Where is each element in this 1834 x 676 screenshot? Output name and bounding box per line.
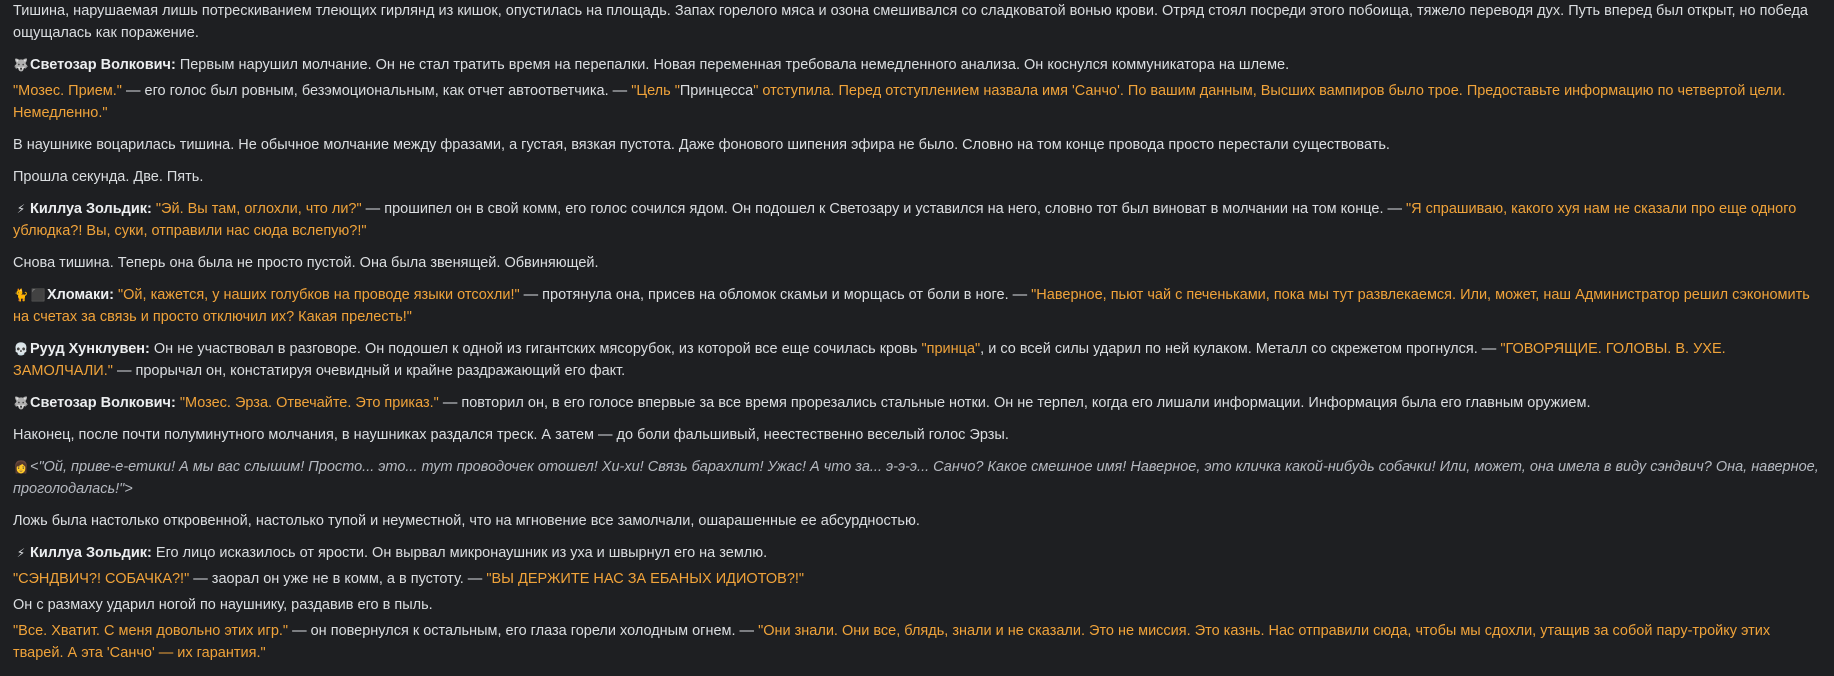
message-paragraph [13, 510, 1822, 532]
narration-text: Наконец, после почти полуминутного молчания, в наушниках раздался треск. А затем — до боли фальшивый, неестественно веселый голос Эрзы. [13, 427, 1009, 443]
dialogue-quote: "СЭНДВИЧ?! СОБАЧКА?!" [13, 571, 190, 587]
message-paragraph [13, 166, 1822, 188]
dialogue-quote: "Мозес. Эрза. Отвечайте. Это приказ." [179, 395, 439, 411]
narration-text: Снова тишина. Теперь она была не просто пустой. Она была звенящей. Обвиняющей. [13, 255, 599, 271]
dialogue-quote: "Цель " [631, 83, 680, 99]
message-paragraph [13, 424, 1822, 446]
narration-text: Ложь была настолько откровенной, настолько тупой и неуместной, что на мгновение все замолчали, ошарашенные ее абсурдностью. [13, 513, 920, 529]
message-paragraph [13, 80, 1822, 124]
narration-text: — прорычал он, констатируя очевидный и крайне раздражающий его факт. [112, 363, 626, 379]
message-paragraph [13, 620, 1822, 664]
message-paragraph [13, 134, 1822, 156]
message-paragraph [13, 54, 1822, 76]
narration-text: Тишина, нарушаемая лишь потрескиванием тлеющих гирлянд из кишок, опустилась на площадь. Запах горелого мяса и озона смешивался со сладковатой вонью крови. Отряд стоял посреди этого побоища, тяжело переводя дух. Путь вперед был открыт, но победа ощущалась как поражение. [13, 3, 1812, 41]
message-paragraph [13, 284, 1822, 328]
narration-text: В наушнике воцарилась тишина. Не обычное молчание между фразами, а густая, вязкая пустота. Даже фонового шипения эфира не было. Словно на том конце провода просто перестали существовать. [13, 137, 1390, 153]
radio-transmission: <"Ой, приве-е-етики! А мы вас слышим! Просто... это... тут проводочек отошел! Хи-хи! Связь барахлит! Ужас! А что за... э-э-э... Санчо? Какое смешное имя! Наверное, это кличка какой-нибудь собачки! Или, может, она имела в виду сэндвич? Она, наверное, проголодалась!"> [13, 459, 1823, 497]
narration-text: — прошипел он в свой комм, его голос сочился ядом. Он подошел к Светозару и уставился на него, словно тот был виноват в молчании на том конце. — [361, 201, 1407, 217]
speaker-name: Светозар Волкович: [30, 395, 176, 411]
dialogue-quote: "Эй. Вы там, оглохли, что ли?" [155, 201, 362, 217]
message-paragraph [13, 456, 1822, 500]
narration-text: — повторил он, в его голосе впервые за все время прорезались стальные нотки. Он не терпел, когда его лишали информации. Информация была его главным оружием. [438, 395, 1591, 411]
narration-text: Он с размаху ударил ногой по наушнику, раздавив его в пыль. [13, 597, 433, 613]
narration-text: Первым нарушил молчание. Он не стал тратить время на перепалки. Новая переменная требовала немедленного анализа. Он коснулся коммуникатора на шлеме. [175, 57, 1290, 73]
narration-text: — он повернулся к остальным, его глаза горели холодным огнем. — [288, 623, 759, 639]
dialogue-quote: "Наверное, пьют чай с печеньками, пока мы тут развлекаемся. Или, может, наш Администратор решил сэкономить на счетах за связь и просто отключил их? Какая прелесть!" [13, 287, 1814, 325]
skull-icon: 💀 [13, 342, 29, 356]
dialogue-quote: "принца" [921, 341, 981, 357]
speaker-name: Рууд Хунклувен: [30, 341, 150, 357]
narration-text: — заорал он уже не в комм, а в пустоту. — [189, 571, 487, 587]
narration-text: — протянула она, присев на обломок скамьи и морщась от боли в ноге. — [519, 287, 1032, 303]
narration-text: Прошла секунда. Две. Пять. [13, 169, 204, 185]
narration-text: , и со всей силы ударил по ней кулаком. Металл со скрежетом прогнулся. — [980, 341, 1501, 357]
dialogue-quote: "ВЫ ДЕРЖИТЕ НАС ЗА ЕБАНЫХ ИДИОТОВ?!" [486, 571, 805, 587]
message-paragraph [13, 198, 1822, 242]
narration-text: Принцесса [679, 83, 754, 99]
message-paragraph [13, 338, 1822, 382]
wolf-icon: 🐺 [13, 396, 29, 410]
woman-icon: 👩 [13, 460, 29, 474]
wolf-icon: 🐺 [13, 58, 29, 72]
dialogue-quote: "Все. Хватит. С меня довольно этих игр." [13, 623, 289, 639]
speaker-name: Киллуа Зольдик: [30, 545, 152, 561]
narration-text: Он не участвовал в разговоре. Он подошел к одной из гигантских мясорубок, из которой все еще сочилась кровь [149, 341, 922, 357]
dialogue-quote: "Они знали. Они все, блядь, знали и не сказали. Это не миссия. Это казнь. Нас отправили сюда, чтобы мы сдохли, утащив за собой пару-тройку этих тварей. А эта 'Санчо' — их гарантия." [13, 623, 1775, 661]
dialogue-quote: "Мозес. Прием." [13, 83, 122, 99]
message-paragraph [13, 0, 1822, 44]
dialogue-quote: "Я спрашиваю, какого хуя нам не сказали про еще одного ублюдка?! Вы, суки, отправили нас сюда вслепую?!" [13, 201, 1801, 239]
narration-text: — его голос был ровным, безэмоциональным, как отчет автоответчика. — [121, 83, 632, 99]
speaker-name: Хломаки: [47, 287, 114, 303]
lightning-icon: ⚡ [16, 202, 26, 216]
message-paragraph [13, 252, 1822, 274]
narration-text: Его лицо исказилось от ярости. Он вырвал микронаушник из уха и швырнул его на землю. [151, 545, 768, 561]
message-paragraph [13, 568, 1822, 590]
lightning-icon: ⚡ [16, 546, 26, 560]
dialogue-quote: "ГОВОРЯЩИЕ. ГОЛОВЫ. В. УХЕ. ЗАМОЛЧАЛИ." [13, 341, 1730, 379]
message-paragraph [13, 542, 1822, 564]
black-square-icon: ⬛ [30, 288, 46, 302]
speaker-name: Киллуа Зольдик: [30, 201, 152, 217]
speaker-name: Светозар Волкович: [30, 57, 176, 73]
cat-icon: 🐈 [13, 288, 29, 302]
dialogue-quote: "Ой, кажется, у наших голубков на проводе языки отсохли!" [118, 287, 520, 303]
dialogue-quote: " отступила. Перед отступлением назвала имя 'Санчо'. По вашим данным, Высших вампиров было трое. Предоставьте информацию по четвертой цели. Немедленно." [13, 83, 1790, 121]
message-paragraph [13, 594, 1822, 616]
message-paragraph [13, 392, 1822, 414]
